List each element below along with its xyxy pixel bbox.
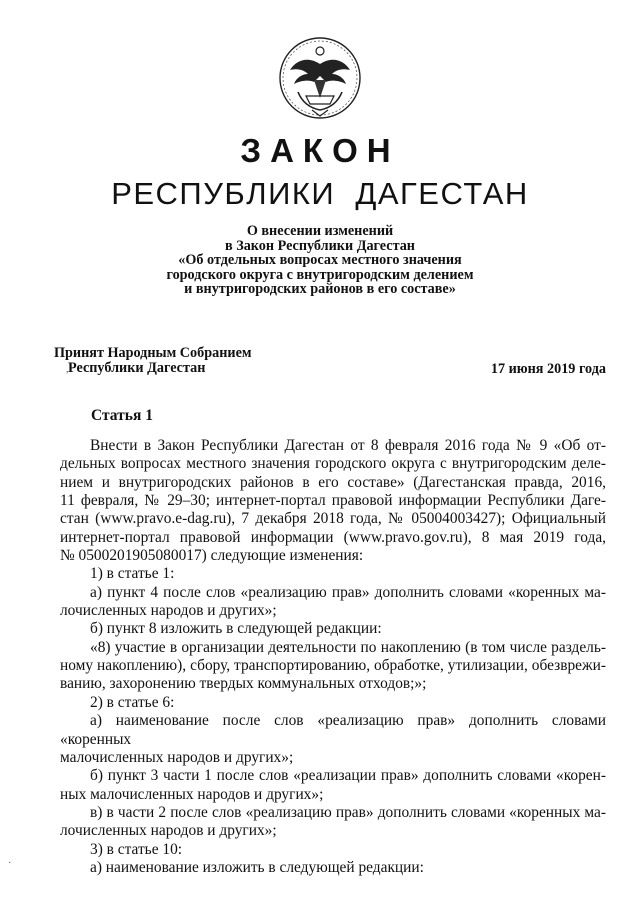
text-line: лочисленных народов и других»; xyxy=(60,602,277,620)
text-line: № 0500201905080017) следующие изменения: xyxy=(60,547,364,565)
adoption-line: Республики Дагестан xyxy=(68,360,206,376)
text-line: а) наименование после слов «реализацию прав» дополнить словами «коренных xyxy=(60,712,606,748)
description-line: «Об отдельных вопросах местного значения xyxy=(178,252,462,268)
article-heading: Статья 1 xyxy=(91,407,153,424)
text-line: ванию, захоронению твердых коммунальных отходов;»; xyxy=(60,675,427,693)
text-line: а) пункт 4 после слов «реализацию прав» дополнить словами «коренных ма- xyxy=(90,583,606,601)
text-line: 2) в статье 6: xyxy=(90,693,175,711)
text-line: лочисленных народов и других»; xyxy=(60,822,277,840)
law-description xyxy=(0,224,640,297)
text-line: Внести в Закон Республики Дагестан от 8 февраля 2016 года № 9 «Об от- xyxy=(90,437,606,454)
text-line: «8) участие в организации деятельности по накоплению (в том числе раздель- xyxy=(90,638,606,656)
text-line: интернет-портал правовой информации (www.pravo.gov.ru), 8 мая 2019 года, xyxy=(60,528,606,546)
text-line: нием и внутригородских районов в его составе» (Дагестанская правда, 2016, xyxy=(60,473,606,491)
description-line: городского округа с внутригородским делением xyxy=(166,266,474,283)
description-line: О внесении изменений xyxy=(246,223,394,239)
description-line: и внутригородских районов в его составе» xyxy=(184,281,456,297)
text-line: а) наименование изложить в следующей редакции: xyxy=(90,858,424,876)
description-line: в Закон Республики Дагестан xyxy=(225,237,415,254)
text-line: ных малочисленных народов и других»; xyxy=(60,785,324,803)
text-line: б) пункт 8 изложить в следующей редакции: xyxy=(90,620,382,638)
text-line: дельных вопросах местного значения городского округа с внутригородским деле- xyxy=(60,455,606,473)
law-subtitle: РЕСПУБЛИКИ ДАГЕСТАН xyxy=(111,176,529,211)
text-line: б) пункт 3 части 1 после слов «реализации прав» дополнить словами «корен- xyxy=(90,767,606,785)
text-line: 1) в статье 1: xyxy=(90,565,175,583)
text-line: стан (www.pravo.e-dag.ru), 7 декабря 2018 года, № 05004003427); Официальный xyxy=(60,510,606,528)
scan-speck: · xyxy=(8,858,12,869)
text-line: 11 февраля, № 29–30; интернет-портал правовой информации Республики Даге- xyxy=(60,492,606,510)
law-title: ЗАКОН xyxy=(240,132,400,169)
text-line: 3) в статье 10: xyxy=(90,840,183,858)
text-line: малочисленных народов и других»; xyxy=(60,748,294,766)
text-line: в) в части 2 после слов «реализацию прав» дополнить словами «коренных ма- xyxy=(90,803,606,821)
dagestan-coat-of-arms-emblem xyxy=(278,36,362,120)
adoption-statement xyxy=(54,346,252,376)
article-body xyxy=(60,437,606,877)
text-line: ному накоплению), сбору, транспортированию, обработке, утилизации, обезврежи- xyxy=(60,657,606,675)
scan-speck: , xyxy=(66,364,69,375)
adoption-date: 17 июня 2019 года xyxy=(490,361,606,377)
adoption-line: Принят Народным Собранием xyxy=(54,345,252,361)
